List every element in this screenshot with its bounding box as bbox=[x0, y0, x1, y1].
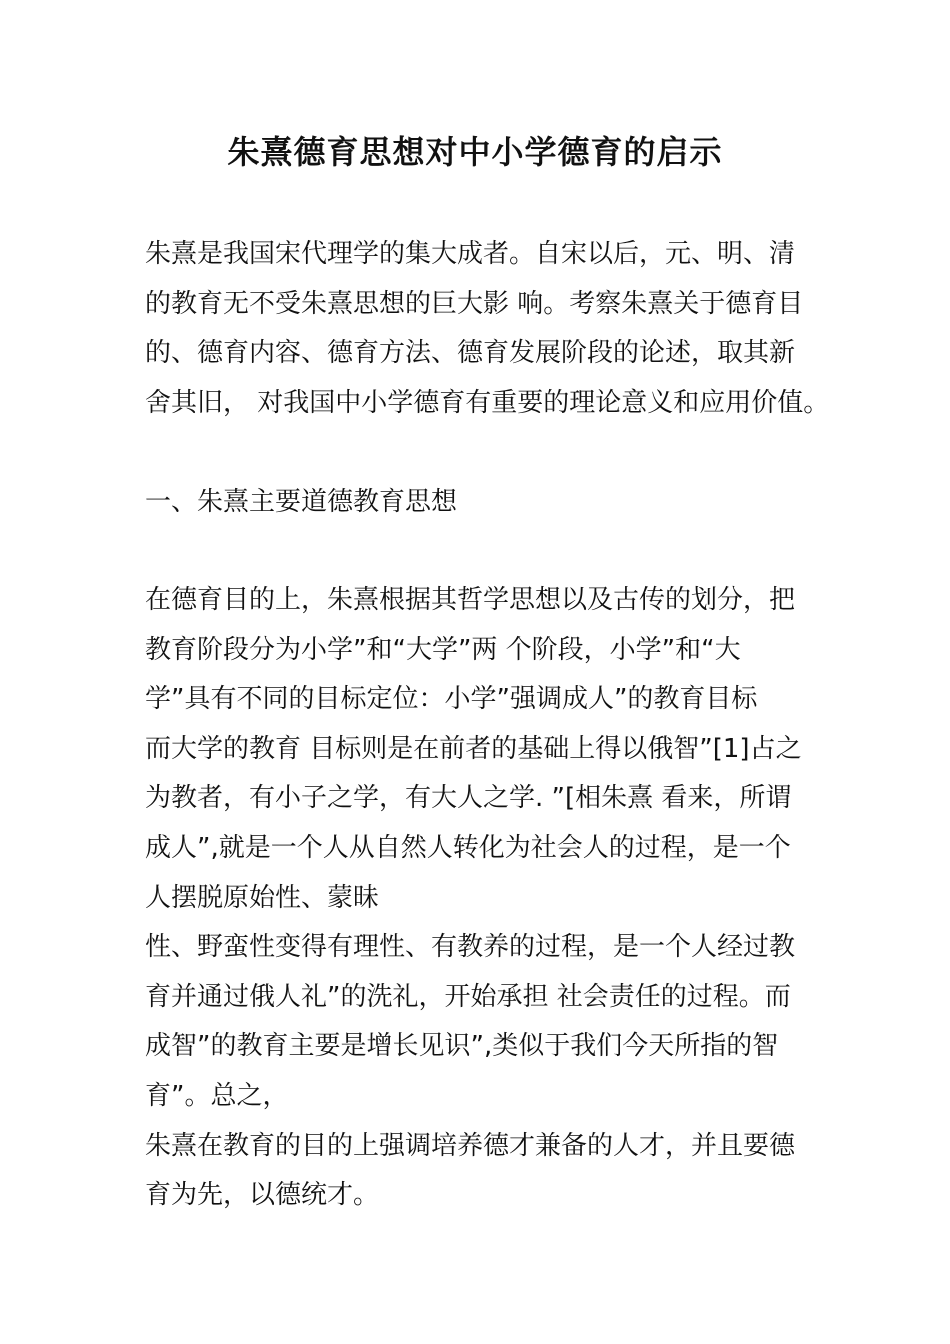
paragraph-line: 育”。总之， bbox=[145, 1080, 289, 1111]
paragraph-line: 朱熹在教育的目的上强调培养德才兼备的人才，并且要德 bbox=[145, 1130, 796, 1161]
section-heading-block bbox=[145, 478, 825, 528]
paragraph-line: 学”具有不同的目标定位：小学”强调成人”的教育目标 bbox=[145, 684, 758, 715]
intro-paragraph bbox=[145, 230, 830, 428]
paragraph-line: 性、野蛮性变得有理性、有教养的过程，是一个人经过教 bbox=[145, 932, 796, 963]
paragraph-line: 朱熹是我国宋代理学的集大成者。自宋以后，元、明、清 bbox=[145, 239, 796, 269]
body-paragraph bbox=[145, 576, 825, 1221]
paragraph-line: 而大学的教育 目标则是在前者的基础上得以俄智”[1]占之 bbox=[145, 733, 802, 764]
paragraph-line: 教育阶段分为小学”和“大学”两 个阶段，小学”和“大 bbox=[145, 634, 741, 665]
paragraph-line: 在德育目的上，朱熹根据其哲学思想以及古传的划分，把 bbox=[145, 585, 796, 615]
paragraph-line: 育为先，以德统才。 bbox=[145, 1180, 380, 1211]
paragraph-line: 舍其旧， 对我国中小学德育有重要的理论意义和应用价值。 bbox=[145, 387, 830, 418]
document-title: 朱熹德育思想对中小学德育的启示 bbox=[227, 133, 723, 171]
paragraph-line: 成人”,就是一个人从自然人转化为社会人的过程，是一个 bbox=[145, 832, 791, 863]
paragraph-line: 育并通过俄人礼”的洗礼，开始承担 社会责任的过程。而 bbox=[145, 981, 791, 1012]
section-heading: 一、朱熹主要道德教育思想 bbox=[145, 487, 458, 517]
paragraph-line: 人摆脱原始性、蒙昧 bbox=[145, 882, 380, 913]
paragraph-line: 为教者，有小子之学，有大人之学. ”[相朱熹 看来，所谓 bbox=[145, 783, 792, 814]
paragraph-line: 成智”的教育主要是增长见识”,类似于我们今天所指的智 bbox=[145, 1031, 779, 1062]
paragraph-line: 的、德育内容、德育方法、德育发展阶段的论述，取其新 bbox=[145, 338, 796, 369]
paragraph-line: 的教育无不受朱熹思想的巨大影 响。考察朱熹关于德育目 bbox=[145, 288, 804, 319]
